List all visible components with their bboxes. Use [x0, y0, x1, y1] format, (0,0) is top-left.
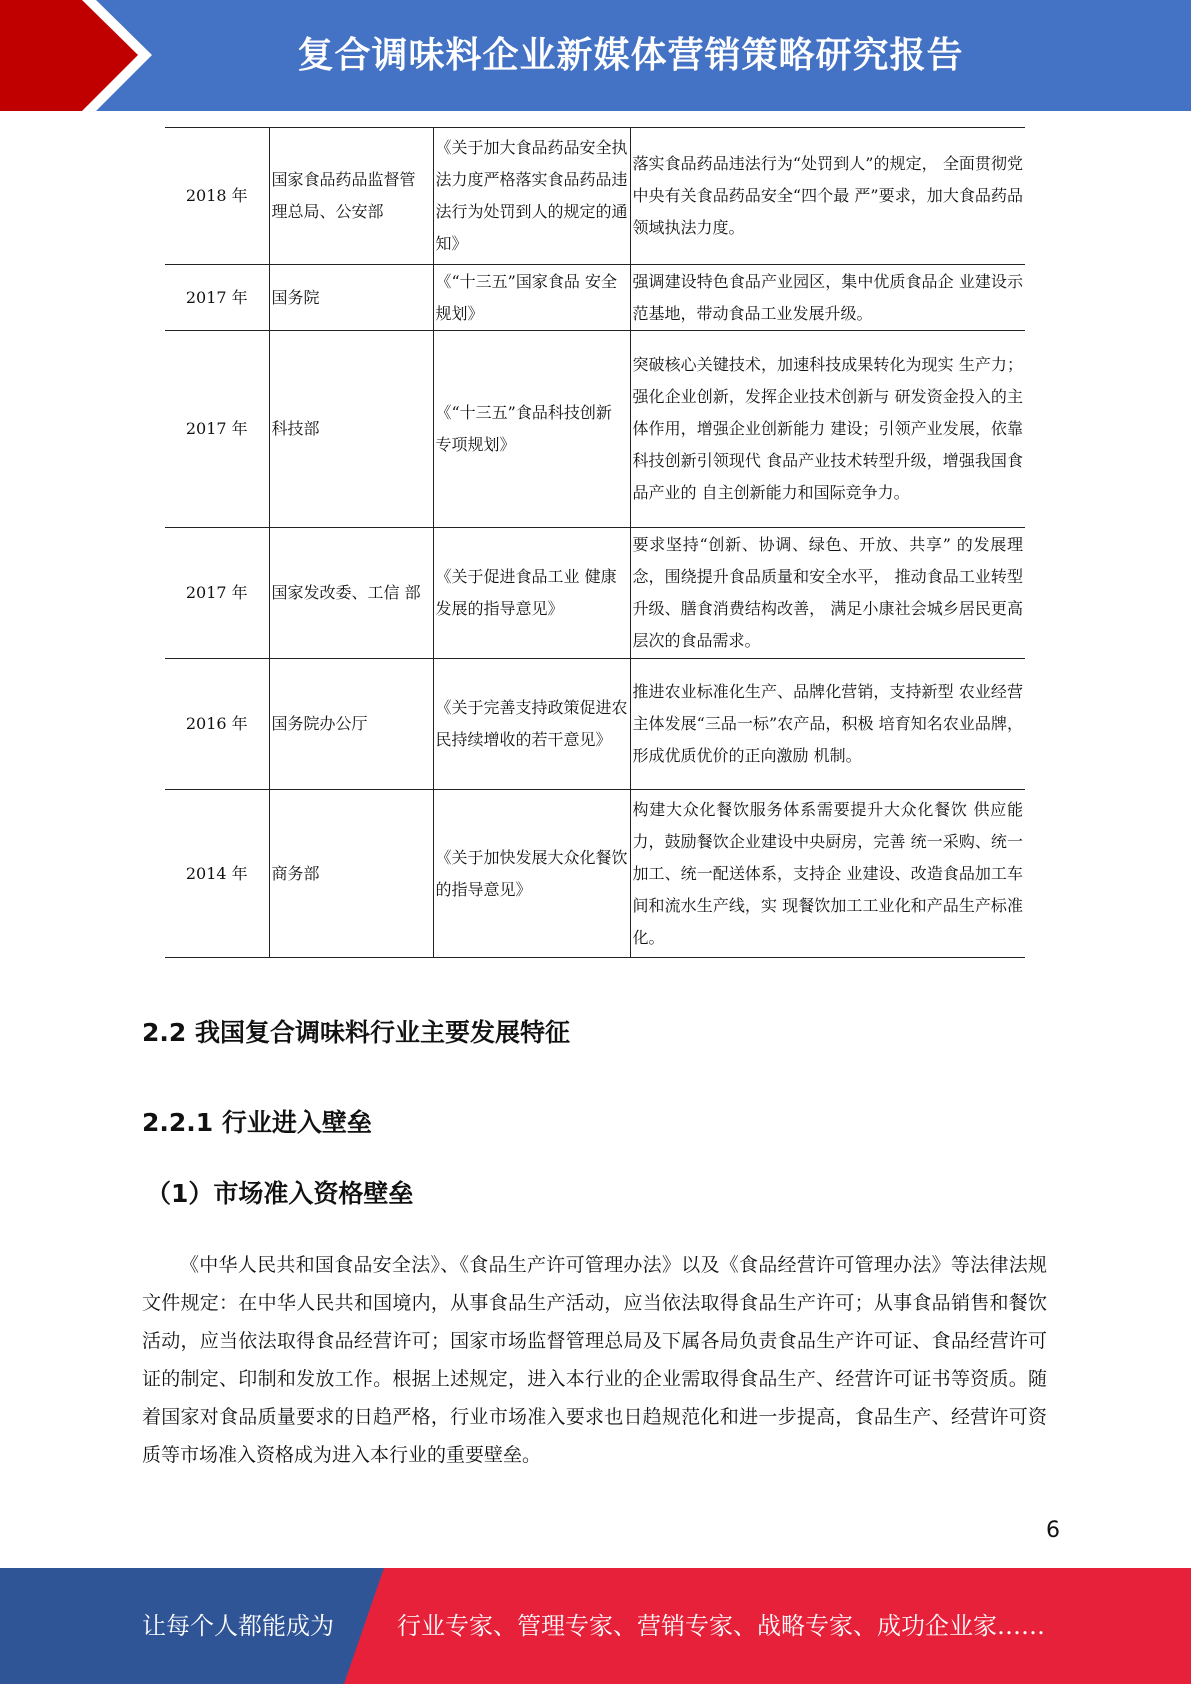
report-title: 复合调味料企业新媒体营销策略研究报告: [297, 35, 964, 76]
year-cell: 2017 年: [165, 265, 269, 331]
table-row: [165, 331, 1025, 528]
document-cell: 《关于加快发展大众化餐饮的指导意见》: [433, 790, 630, 958]
section-2-2-1-heading: 2.2.1 行业进入壁垒: [142, 1108, 372, 1137]
document-cell: 《“十三五”食品科技创新专项规划》: [433, 331, 630, 528]
department-cell: 国务院办公厅: [269, 659, 433, 790]
footer-slogan-right: 行业专家、管理专家、营销专家、战略专家、成功企业家……: [397, 1612, 1045, 1640]
table-row: [165, 128, 1025, 265]
subsection-1-heading: （1）市场准入资格壁垒: [146, 1179, 414, 1208]
body-paragraph: 《中华人民共和国食品安全法》、《食品生产许可管理办法》以及《食品经营许可管理办法》等法律法规文件规定：在中华人民共和国境内，从事食品生产活动，应当依法取得食品生产许可；从事食品销售和餐饮活动，应当依法取得食品经营许可；国家市场监督管理总局及下属各局负责食品生产许可证、食品经营许可证的制定、印制和发放工作。根据上述规定，进入本行业的企业需取得食品生产、经营许可证书等资质。随着国家对食品质量要求的日趋严格，行业市场准入要求也日趋规范化和进一步提高，食品生产、经营许可资质等市场准入资格成为进入本行业的重要壁垒。: [142, 1254, 1047, 1466]
document-cell: 《“十三五”国家食品 安全规划》: [433, 265, 630, 331]
year-cell: 2017 年: [165, 528, 269, 659]
policy-table: [165, 127, 1025, 958]
table-row: [165, 265, 1025, 331]
page-header: [0, 0, 1191, 111]
page-number: 6: [1046, 1518, 1060, 1543]
department-cell: 商务部: [269, 790, 433, 958]
content-cell: 推进农业标准化生产、品牌化营销，支持新型 农业经营主体发展“三品一标”农产品，积极 培育知名农业品牌，形成优质优价的正向激励 机制。: [630, 659, 1025, 790]
year-cell: 2014 年: [165, 790, 269, 958]
document-cell: 《关于促进食品工业 健康发展的指导意见》: [433, 528, 630, 659]
table-row: [165, 528, 1025, 659]
content-cell: 突破核心关键技术，加速科技成果转化为现实 生产力；强化企业创新，发挥企业技术创新与 研发资金投入的主体作用，增强企业创新能力 建设；引领产业发展，依靠科技创新引领现代 食品产业技术转型升级，增强我国食品产业的 自主创新能力和国际竞争力。: [630, 331, 1025, 528]
footer-slogan-left: 让每个人都能成为: [142, 1612, 334, 1640]
department-cell: 国家发改委、工信 部: [269, 528, 433, 659]
year-cell: 2016 年: [165, 659, 269, 790]
content-cell: 构建大众化餐饮服务体系需要提升大众化餐饮 供应能力，鼓励餐饮企业建设中央厨房，完善 统一采购、统一加工、统一配送体系，支持企 业建设、改造食品加工车间和流水生产线，实 现餐饮加工工业化和产品生产标准化。: [630, 790, 1025, 958]
table-row: [165, 790, 1025, 958]
year-cell: 2018 年: [165, 128, 269, 265]
section-2-2-heading: 2.2 我国复合调味料行业主要发展特征: [142, 1018, 570, 1047]
document-cell: 《关于加大食品药品安全执法力度严格落实食品药品违法行为处罚到人的规定的通知》: [433, 128, 630, 265]
content-cell: 强调建设特色食品产业园区，集中优质食品企 业建设示范基地，带动食品工业发展升级。: [630, 265, 1025, 331]
document-cell: 《关于完善支持政策促进农民持续增收的若干意见》: [433, 659, 630, 790]
year-cell: 2017 年: [165, 331, 269, 528]
department-cell: 国家食品药品监督管理总局、公安部: [269, 128, 433, 265]
content-cell: 要求坚持“创新、协调、绿色、开放、共享” 的发展理念，围绕提升食品质量和安全水平， 推动食品工业转型升级、膳食消费结构改善， 满足小康社会城乡居民更高层次的食品需求。: [630, 528, 1025, 659]
table-row: [165, 659, 1025, 790]
content-cell: 落实食品药品违法行为“处罚到人”的规定， 全面贯彻党中央有关食品药品安全“四个最 严”要求，加大食品药品领域执法力度。: [630, 128, 1025, 265]
department-cell: 科技部: [269, 331, 433, 528]
department-cell: 国务院: [269, 265, 433, 331]
page-footer: [0, 1568, 1191, 1684]
